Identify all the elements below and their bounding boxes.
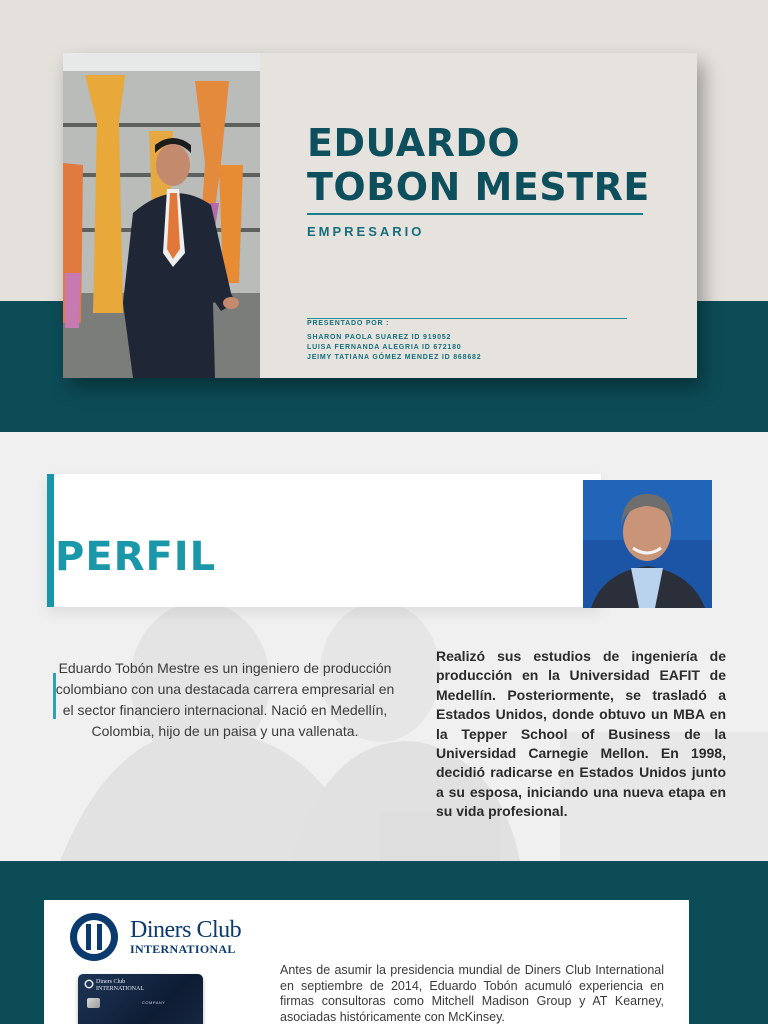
profile-title: PERFIL: [55, 534, 217, 580]
profile-headshot-photo: [583, 480, 712, 608]
diners-brand-sub: INTERNATIONAL: [130, 942, 236, 956]
presenter-name: JEIMY TATIANA GÓMEZ MENDEZ ID 868682: [307, 354, 482, 361]
cover-portrait-photo: [63, 53, 260, 378]
cover-section: [0, 0, 768, 432]
card-chip-icon: [87, 998, 100, 1008]
diners-credit-card-image: [78, 974, 203, 1024]
mini-card-logo-icon: [84, 979, 94, 989]
bio-intro-paragraph: Eduardo Tobón Mestre es un ingeniero de producción colombiano con una destacada carrera empresarial en el sector financiero internacional. Nació en Medellín, Colombia, hijo de un paisa y una vallenata.: [55, 660, 395, 739]
cover-name-line1: EDUARDO: [307, 121, 521, 165]
mini-card-tag: COMPANY: [142, 1000, 166, 1005]
diners-logo-icon: [64, 912, 124, 962]
diners-card: [44, 900, 689, 1024]
diners-paragraph: Antes de asumir la presidencia mundial de Diners Club International en septiembre de 2014, Eduardo Tobón acumuló experiencia en firmas consultoras como Mitchell Madison Group y AT Kearney, asociadas históricamente con McKinsey.: [280, 963, 664, 1024]
presenter-name: SHARON PAOLA SUAREZ ID 919052: [307, 334, 452, 341]
cover-role: EMPRESARIO: [307, 224, 425, 239]
profile-accent-bar: [47, 474, 54, 607]
cover-name-line2: TOBON MESTRE: [307, 165, 650, 209]
presented-by-label: PRESENTADO POR :: [307, 320, 390, 327]
mini-card-brand: Diners Club INTERNATIONAL: [96, 979, 144, 992]
presenters-block: [307, 319, 481, 363]
cover-title: [307, 121, 650, 209]
diners-club-logo: [64, 912, 254, 962]
profile-header-card: [47, 474, 601, 607]
diners-section: [0, 861, 768, 1024]
bio-education-paragraph: Realizó sus estudios de ingeniería de producción en la Universidad EAFIT de Medellín. Posteriormente, se trasladó a Estados Unidos, donde obtuvo un MBA en la Tepper School of Business de la Universidad Carnegie Mellon. En 1998, decidió radicarse en Estados Unidos junto a su esposa, iniciando una nueva etapa en su vida profesional.: [436, 648, 726, 820]
profile-section: [0, 432, 768, 861]
diners-brand-name: Diners Club: [130, 917, 242, 943]
presenter-name: LUISA FERNANDA ALEGRIA ID 672180: [307, 344, 462, 351]
cover-card: [63, 53, 697, 378]
cover-divider: [307, 213, 643, 215]
